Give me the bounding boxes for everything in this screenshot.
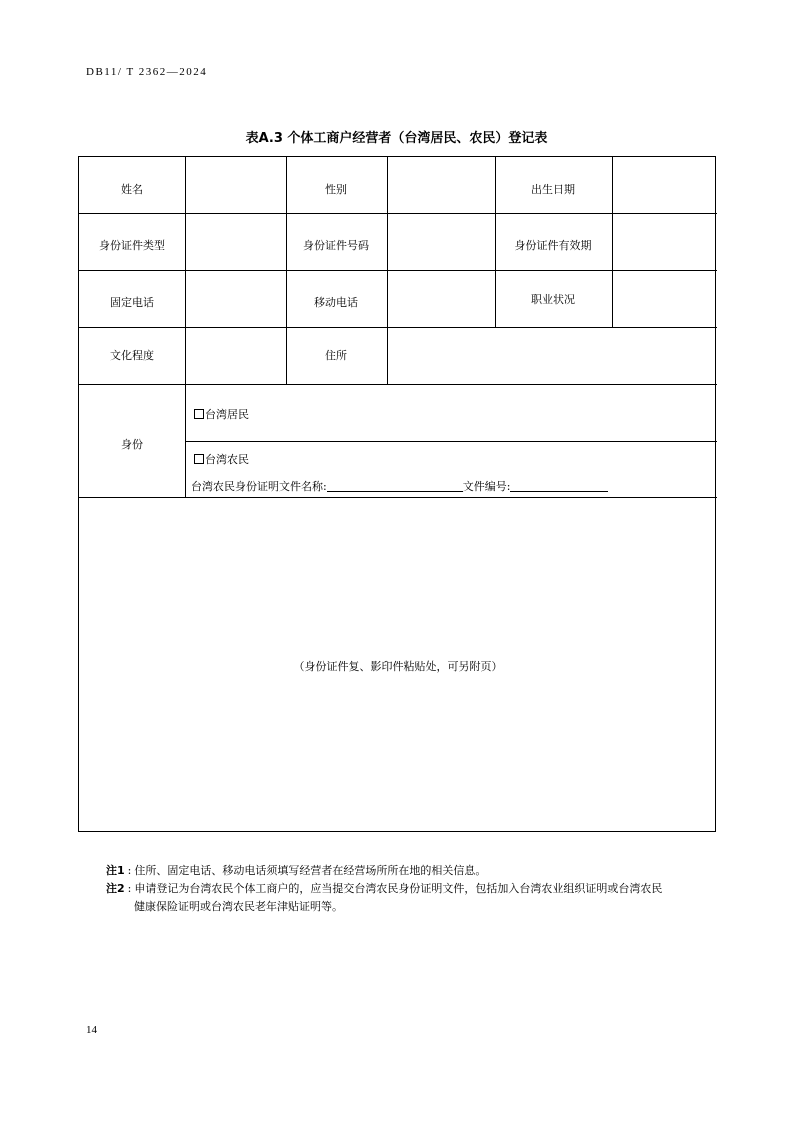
note-1-text: 住所、固定电话、移动电话须填写经营者在经营场所所在地的相关信息。 (134, 864, 487, 877)
table-title: 表A.3 个体工商户经营者（台湾居民、农民）登记表 (245, 131, 548, 146)
farmer-doc-name-field[interactable] (327, 480, 463, 492)
document-code: DB11/ T 2362—2024 (86, 66, 208, 78)
id-type-label: 身份证件类型 (99, 239, 165, 252)
checkbox-icon[interactable] (194, 409, 204, 419)
row-divider (79, 270, 717, 271)
row-divider (79, 213, 717, 214)
note-2-continuation (106, 898, 726, 916)
registration-form-table (78, 156, 716, 832)
gender-label: 性别 (325, 183, 347, 196)
note-1 (106, 862, 726, 880)
landline-label: 固定电话 (110, 296, 154, 309)
mobile-label: 移动电话 (314, 296, 358, 309)
row-divider (79, 327, 717, 328)
note-2 (106, 880, 726, 898)
birth-date-label: 出生日期 (531, 183, 575, 196)
row-divider (79, 384, 717, 385)
id-number-label: 身份证件号码 (303, 239, 369, 252)
farmer-document-line (191, 480, 608, 494)
note-2-text-line-1: 申请登记为台湾农民个体工商户的，应当提交台湾农民身份证明文件，包括加入台湾农业组织证明或台湾农民 (134, 882, 663, 895)
column-divider (286, 157, 287, 384)
education-label: 文化程度 (110, 349, 154, 362)
note-2-label: 注2 (106, 882, 125, 895)
row-divider (79, 497, 717, 498)
option-taiwan-farmer[interactable] (194, 453, 249, 467)
column-divider (612, 157, 613, 327)
option-taiwan-farmer-label: 台湾农民 (205, 453, 249, 466)
note-separator: : (127, 864, 132, 877)
column-divider (185, 157, 186, 497)
option-taiwan-resident-label: 台湾居民 (205, 408, 249, 421)
doc-number-field[interactable] (510, 480, 608, 492)
identity-label: 身份 (121, 438, 143, 451)
doc-number-label: 文件编号: (462, 480, 511, 493)
note-1-label: 注1 (106, 864, 125, 877)
note-separator: : (127, 882, 132, 895)
occupation-label: 职业状况 (531, 293, 575, 306)
note-2-text-line-2: 健康保险证明或台湾农民老年津贴证明等。 (134, 900, 343, 913)
farmer-doc-name-label: 台湾农民身份证明文件名称: (191, 480, 327, 493)
name-label: 姓名 (121, 183, 143, 196)
residence-label: 住所 (325, 349, 347, 362)
id-validity-label: 身份证件有效期 (514, 239, 592, 252)
column-divider (387, 157, 388, 384)
column-divider (495, 157, 496, 327)
notes-section (106, 862, 726, 916)
id-copy-paste-area-note: （身份证件复、影印件粘贴处，可另附页） (293, 660, 503, 673)
page-number: 14 (86, 1024, 97, 1036)
checkbox-icon[interactable] (194, 454, 204, 464)
option-taiwan-resident[interactable] (194, 408, 249, 422)
row-divider (185, 441, 717, 442)
